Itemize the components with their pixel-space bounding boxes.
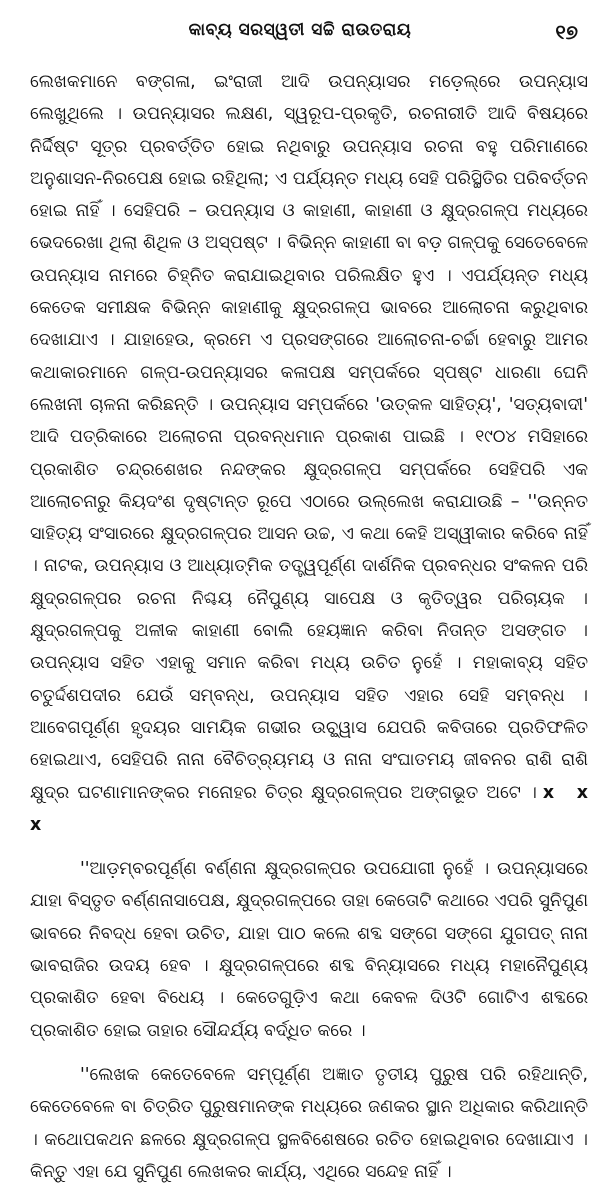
page-number: ୧୭ bbox=[555, 20, 578, 44]
running-title: କାବ୍ୟ ସରସ୍ୱତୀ ସଚ୍ଚି ରାଉତରାୟ bbox=[188, 20, 412, 40]
paragraph-3: ''ଲେଖକ କେତେବେଳେ ସମ୍ପୂର୍ଣ୍ଣ ଅଜ୍ଞାତ ତୃତୀୟ ପୁରୁଷ ପରି ରହିଥାନ୍ତି, କେତେବେଳେ ବା ଚିତ୍ରିତ ପୁରୁଷମାନଙ୍କ ମଧ୍ୟରେ ଜଣକର ସ୍ଥାନ ଅଧିକାର କରିଥାନ୍ତି । କଥୋପକଥନ ଛଳରେ କ୍ଷୁଦ୍ରଗଳ୍ପ ସ୍ଥଳବିଶେଷରେ ରଚିତ ହୋଇଥିବାର ଦେଖାଯାଏ । କିନ୍ତୁ ଏହା ଯେ ସୁନିପୁଣ ଲେଖକର କାର୍ଯ୍ୟ, ଏଥିରେ ସନ୍ଦେହ ନାହିଁ । bbox=[30, 1064, 588, 1182]
body-text bbox=[30, 66, 588, 1188]
paragraph-1-text: ଲେଖକମାନେ ବଙ୍ଗଳା, ଇଂରାଜୀ ଆଦି ଉପନ୍ୟାସର ମଡ଼େଲ୍‌ରେ ଉପନ୍ୟାସ ଲେଖୁଥିଲେ । ଉପନ୍ୟାସର ଲକ୍ଷଣ, ସ୍ୱରୂପ-ପ୍ରକୃତି, ରଚନାରୀତି ଆଦି ବିଷୟରେ ନିର୍ଦ୍ଦିଷ୍ଟ ସୂତ୍ର ପ୍ରବର୍ତ୍ତିତ ହୋଇ ନଥିବାରୁ ଉପନ୍ୟାସ ରଚନା ବହୁ ପରିମାଣରେ ଅନୁଶାସନ-ନିରପେକ୍ଷ ହୋଇ ରହିଥିଲା; ଏ ପର୍ଯ୍ୟନ୍ତ ମଧ୍ୟ ସେହି ପରିସ୍ଥିତିର ପରିବର୍ତ୍ତନ ହୋଇ ନାହିଁ । ସେହିପରି – ଉପନ୍ୟାସ ଓ କାହାଣୀ, କାହାଣୀ ଓ କ୍ଷୁଦ୍ରଗଳ୍ପ ମଧ୍ୟରେ ଭେଦରେଖା ଥିଲା ଶିଥିଳ ଓ ଅସ୍ପଷ୍ଟ । ବିଭିନ୍ନ କାହାଣୀ ବା ବଡ଼ ଗଳ୍ପକୁ ସେତେବେଳେ ଉପନ୍ୟାସ ନାମରେ ଚିହ୍ନିତ କରାଯାଇଥିବାର ପରିଲକ୍ଷିତ ହୁଏ । ଏପର୍ଯ୍ୟନ୍ତ ମଧ୍ୟ କେତେକ ସମୀକ୍ଷକ ବିଭିନ୍ନ କାହାଣୀକୁ କ୍ଷୁଦ୍ରଗଳ୍ପ ଭାବରେ ଆଲୋଚନା କରୁଥିବାର ଦେଖାଯାଏ । ଯାହାହେଉ, କ୍ରମେ ଏ ପ୍ରସଙ୍ଗରେ ଆଲୋଚନା-ଚର୍ଚ୍ଚା ହେବାରୁ ଆମର କଥାକାରମାନେ ଗଳ୍ପ-ଉପନ୍ୟାସର କଳାପକ୍ଷ ସମ୍ପର୍କରେ ସ୍ପଷ୍ଟ ଧାରଣା ଘେନି ଲେଖନୀ ଚାଳନା କରିଛନ୍ତି । ଉପନ୍ୟାସ ସମ୍ପର୍କରେ 'ଉତ୍କଳ ସାହିତ୍ୟ', 'ସତ୍ୟବାଦୀ' ଆଦି ପତ୍ରିକାରେ ଅଲୋଚନା ପ୍ରବନ୍ଧମାନ ପ୍ରକାଶ ପାଇଛି । ୧୯୦୪ ମସିହାରେ ପ୍ରକାଶିତ ଚନ୍ଦ୍ରଶେଖର ନନ୍ଦଙ୍କର କ୍ଷୁଦ୍ରଗଳ୍ପ ସମ୍ପର୍କରେ ସେହିପରି ଏକ ଆଲୋଚନାରୁ କିୟଦଂଶ ଦୃଷ୍ଟାନ୍ତ ରୂପେ ଏଠାରେ ଉଲ୍ଲେଖ କରାଯାଉଛି – ''ଉନ୍ନତ ସାହିତ୍ୟ ସଂସାରରେ କ୍ଷୁଦ୍ରଗଳ୍ପର ଆସନ ଉଚ୍ଚ, ଏ କଥା କେହି ଅସ୍ୱୀକାର କରିବେ ନାହିଁ । ନାଟକ, ଉପନ୍ୟାସ ଓ ଆଧ୍ୟାତ୍ମିକ ତତ୍ତ୍ୱପୂର୍ଣ୍ଣ ଦାର୍ଶନିକ ପ୍ରବନ୍ଧର ସଂକଳନ ପରି କ୍ଷୁଦ୍ରଗଳ୍ପର ରଚନା ନିଶ୍ଚୟ ନୈପୁଣ୍ୟ ସାପେକ୍ଷ ଓ କୃତିତ୍ୱର ପରିଚାୟକ । କ୍ଷୁଦ୍ରଗଳ୍ପକୁ ଅଳୀକ କାହାଣୀ ବୋଲି ହେୟଜ୍ଞାନ କରିବା ନିତାନ୍ତ ଅସଙ୍ଗତ । ଉପନ୍ୟାସ ସହିତ ଏହାକୁ ସମାନ କରିବା ମଧ୍ୟ ଉଚିତ ନୁହେଁ । ମହାକାବ୍ୟ ସହିତ ଚତୁର୍ଦ୍ଦଶପଦୀର ଯେଉଁ ସମ୍ବନ୍ଧ, ଉପନ୍ୟାସ ସହିତ ଏହାର ସେହି ସମ୍ବନ୍ଧ । ଆବେଗପୂର୍ଣ୍ଣ ହୃଦୟର ସାମୟିକ ଗଭୀର ଉଚ୍ଛ୍ୱାସ ଯେପରି କବିତାରେ ପ୍ରତିଫଳିତ ହୋଇଥାଏ, ସେହିପରି ନାନା ବୈଚିତ୍ର୍ୟମୟ ଓ ନାନା ସଂଘାତମୟ ଜୀବନର ରାଶି ରାଶି କ୍ଷୁଦ୍ର ଘଟଣାମାନଙ୍କର ମନୋହର ଚିତ୍ର କ୍ଷୁଦ୍ରଗଳ୍ପର ଅଙ୍ଗଭୂତ ଅଟେ । bbox=[30, 72, 589, 803]
paragraph-1 bbox=[30, 66, 588, 841]
omission-marks: x x x bbox=[30, 782, 588, 835]
paragraph-2: ''ଆଡ଼ମ୍ବରପୂର୍ଣ୍ଣ ବର୍ଣ୍ଣନା କ୍ଷୁଦ୍ରଗଳ୍ପର ଉପଯୋଗୀ ନୁହେଁ । ଉପନ୍ୟାସରେ ଯାହା ବିସ୍ତୃତ ବର୍ଣ୍ଣନାସାପେକ୍ଷ, କ୍ଷୁଦ୍ରଗଳ୍ପରେ ତାହା କେତୋଟି କଥାରେ ଏପରି ସୁନିପୁଣ ଭାବରେ ନିବଦ୍ଧ ହେବା ଉଚିତ, ଯାହା ପାଠ କଲେ ଶବ୍ଦ ସଙ୍ଗେ ସଙ୍ଗେ ଯୁଗପତ୍ ନାନା ଭାବରାଜିର ଉଦୟ ହେବ । କ୍ଷୁଦ୍ରଗଳ୍ପରେ ଶବ୍ଦ ବିନ୍ୟାସରେ ମଧ୍ୟ ମହାନୈପୁଣ୍ୟ ପ୍ରକାଶିତ ହେବା ବିଧେୟ । କେତେଗୁଡ଼ିଏ କଥା କେବଳ ଦିଓଟି ଗୋଟିଏ ଶବ୍ଦରେ ପ୍ରକାଶିତ ହୋଇ ତାହାର ସୌନ୍ଦର୍ଯ୍ୟ ବର୍ଦ୍ଧିତ କରେ । bbox=[30, 859, 588, 1041]
